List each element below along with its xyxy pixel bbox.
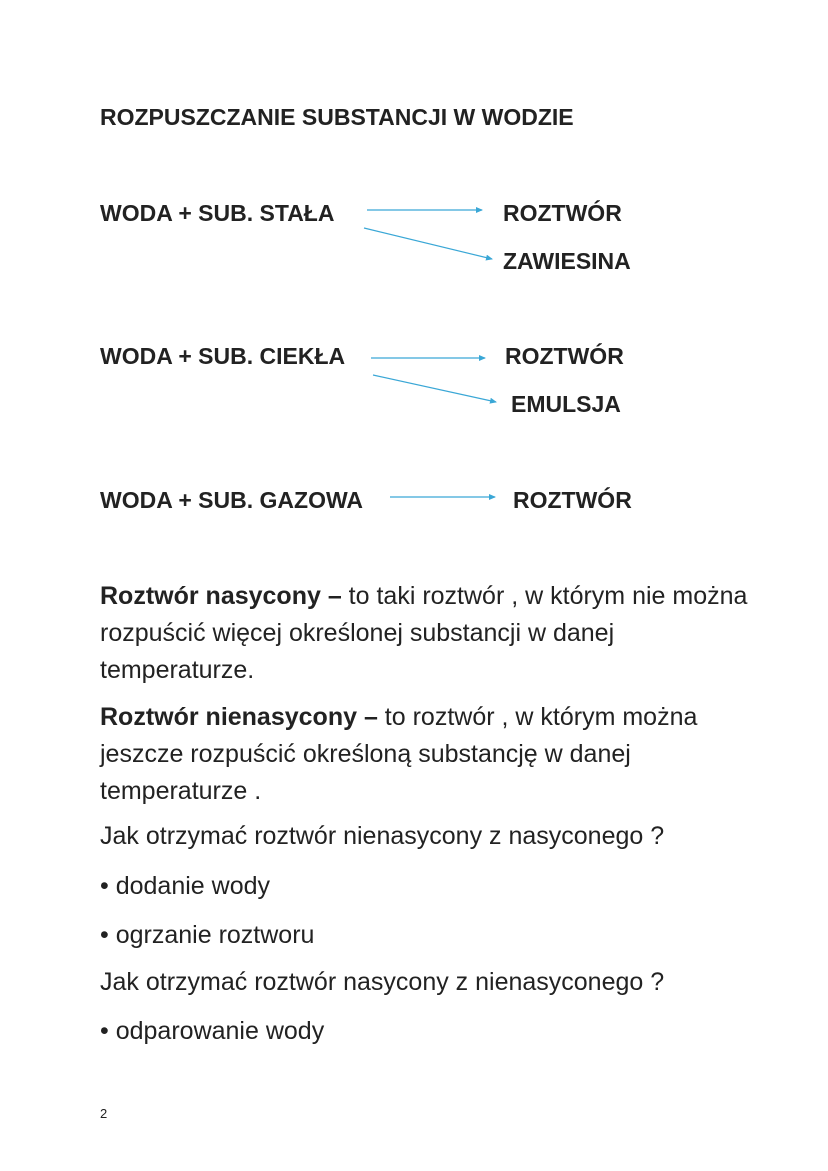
answer-text: dodanie wody — [115, 872, 271, 900]
definition-term: Roztwór nienasycony – — [100, 703, 378, 731]
list-item — [100, 1017, 324, 1046]
bullet: • — [100, 1017, 109, 1045]
result-suspension: ZAWIESINA — [503, 248, 631, 274]
definition-term: Roztwór nasycony – — [100, 582, 342, 610]
reaction-lhs-liquid: WODA + SUB. CIEKŁA — [100, 343, 346, 369]
reaction-lhs-gas: WODA + SUB. GAZOWA — [100, 487, 364, 513]
result-solution: ROZTWÓR — [505, 343, 624, 369]
definition-text: to roztwór , w którym można jeszcze rozpuścić określoną substancję w danej temperaturze . — [100, 703, 698, 805]
result-solution: ROZTWÓR — [513, 487, 632, 513]
answer-text: odparowanie wody — [115, 1017, 325, 1045]
arrow-liquid-to-emulsion — [373, 375, 496, 402]
reaction-lhs-solid: WODA + SUB. STAŁA — [100, 200, 335, 226]
question-unsaturated: Jak otrzymać roztwór nienasycony z nasyconego ? — [100, 822, 665, 850]
result-solution: ROZTWÓR — [503, 200, 622, 226]
bullet: • — [100, 921, 109, 949]
answer-text: ogrzanie roztworu — [115, 921, 315, 949]
arrow-solid-to-suspension — [364, 228, 492, 259]
list-item — [100, 872, 270, 901]
bullet: • — [100, 872, 109, 900]
list-item — [100, 921, 314, 950]
definition-saturated — [100, 578, 760, 689]
definition-unsaturated — [100, 699, 760, 810]
page-number: 2 — [100, 1106, 108, 1121]
page-title: ROZPUSZCZANIE SUBSTANCJI W WODZIE — [100, 104, 574, 130]
definition-text: to taki roztwór , w którym nie można rozpuścić więcej określonej substancji w danej temperaturze. — [100, 582, 748, 684]
result-emulsion: EMULSJA — [511, 391, 621, 417]
question-saturated: Jak otrzymać roztwór nasycony z nienasyconego ? — [100, 968, 665, 996]
